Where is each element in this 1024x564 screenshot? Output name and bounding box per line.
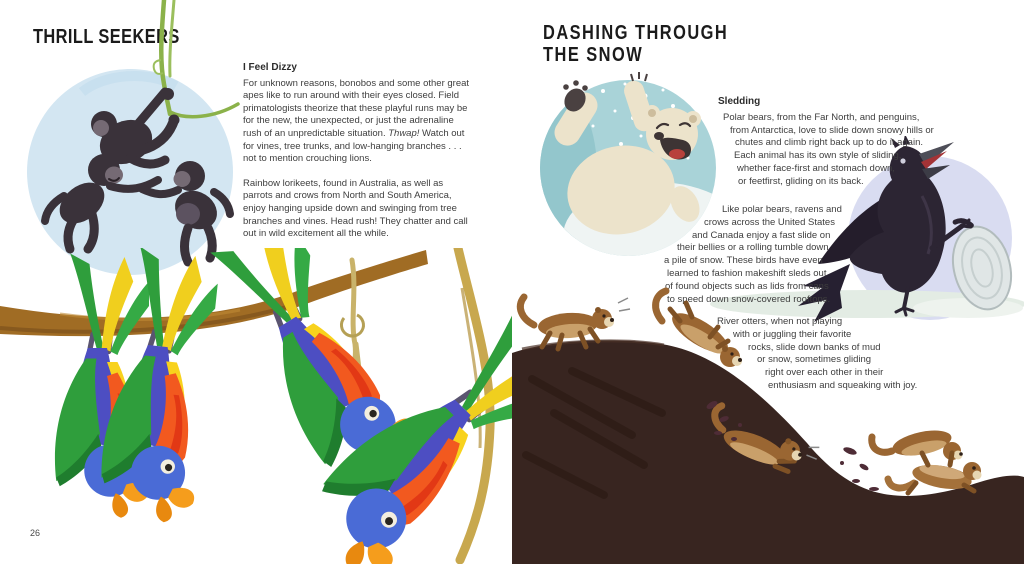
- text-line: rocks, slide down banks of mud: [748, 341, 881, 353]
- text-line: enthusiasm and squeaking with joy.: [768, 379, 918, 391]
- page-number: 26: [30, 528, 41, 538]
- paragraph-text: For unknown reasons, bonobos and some other great apes like to run around with their eyes closed. Field primatologists theorize that these playful runs may be for the new, the unexpected, or just the adrenaline rush of an unpredictable situation.: [243, 77, 470, 139]
- paragraph: [243, 78, 473, 166]
- text-line: their bellies or a rolling tumble down: [677, 242, 829, 254]
- text-line: Polar bears, from the Far North, and penguins,: [723, 111, 920, 123]
- text-line: to speed down snow-covered rooftops.: [667, 293, 831, 305]
- text-line: chutes and climb right back up to do it again.: [735, 137, 924, 149]
- text-line: of found objects such as lids from cans: [665, 280, 829, 292]
- text-line: with or juggling their favorite: [733, 328, 852, 340]
- section-heading: I Feel Dizzy: [243, 62, 297, 73]
- text-line: a pile of snow. These birds have even: [664, 255, 823, 267]
- left-page-title: THRILL SEEKERS: [33, 26, 180, 48]
- otters-mud-hill-illustration: [512, 280, 1024, 564]
- right-page-title: [543, 22, 728, 66]
- text-line: whether face-first and stomach down,: [737, 162, 895, 174]
- otters-tumbling: [872, 426, 982, 493]
- text-line: Each animal has its own style of sliding,: [734, 150, 902, 162]
- right-title-line2: THE SNOW: [543, 44, 644, 66]
- bonobos-illustration: [18, 0, 246, 288]
- text-line: or snow, sometimes gliding: [757, 354, 872, 366]
- sledding-text-block: [716, 96, 934, 189]
- text-line: crows across the United States: [704, 216, 835, 228]
- left-text-column: [243, 62, 473, 253]
- paragraph: Rainbow lorikeets, found in Australia, as well as parrots and crows from North and South America, enjoy hanging upside down and swinging from tree branches and vines. Head rush! They chatter and call out in wild excitement all the while.: [243, 177, 468, 240]
- section-heading: Sledding: [718, 96, 761, 107]
- right-title-line1: DASHING THROUGH: [543, 22, 729, 44]
- lorikeets-illustration: [0, 248, 512, 564]
- text-line: or feetfirst, gliding on its back.: [738, 175, 864, 187]
- italic-word: Thwap!: [388, 127, 420, 139]
- text-line: Like polar bears, ravens and: [722, 204, 842, 215]
- paragraph-text: Watch out for vines, tree trunks, and low-hanging branches . . . not to mention crouching lions.: [243, 127, 465, 165]
- text-line: from Antarctica, love to slide down snowy hills or: [730, 124, 934, 136]
- text-line: and Canada enjoy a fast slide on: [692, 229, 831, 241]
- text-line: River otters, when not playing: [717, 316, 843, 327]
- text-line: learned to fashion makeshift sleds out: [667, 267, 827, 279]
- text-line: right over each other in their: [765, 367, 884, 379]
